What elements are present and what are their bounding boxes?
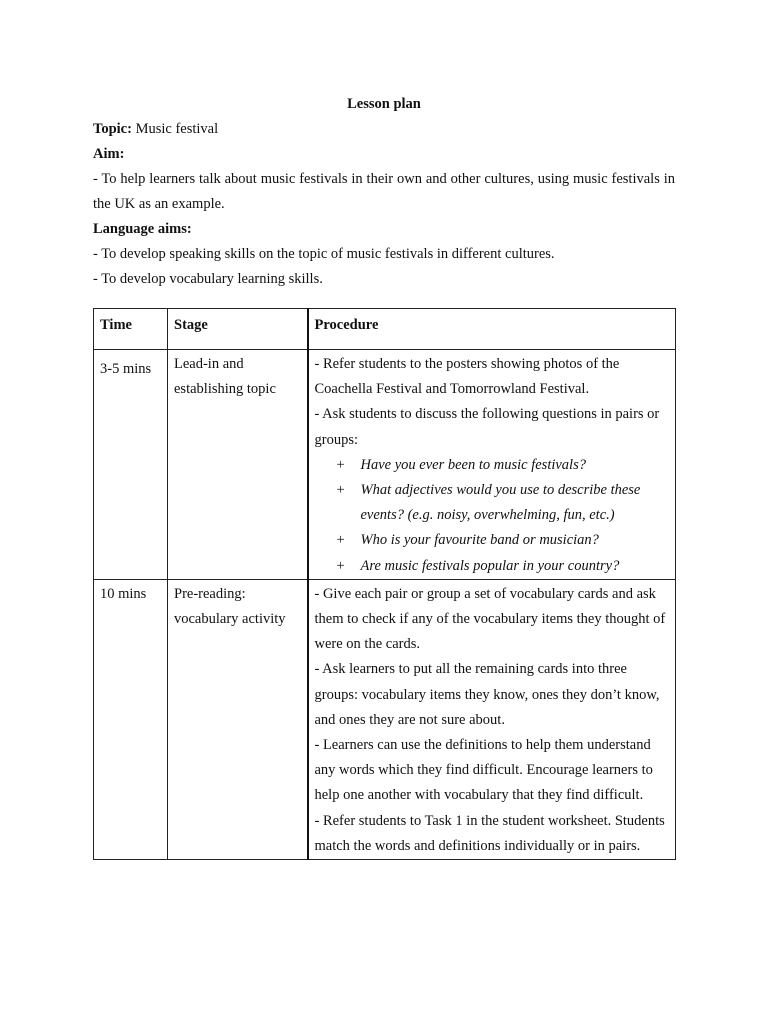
question-text: Who is your favourite band or musician?: [360, 532, 599, 549]
row-procedure: [308, 579, 676, 859]
language-aims-label: Language aims:: [93, 221, 192, 237]
aim-text: - To help learners talk about music festivals in their own and other cultures, using music festivals in the UK as an example.: [93, 171, 675, 212]
bullet-mark: +: [336, 532, 345, 549]
aim-label: Aim:: [93, 146, 125, 162]
table-row: [94, 350, 676, 580]
procedure-step: - Ask students to discuss the following questions in pairs or groups:: [314, 406, 660, 448]
lesson-plan-header: [93, 92, 675, 292]
bullet-mark: +: [336, 557, 345, 574]
question-text: Are music festivals popular in your country?: [360, 557, 620, 574]
lesson-plan-table: [93, 308, 676, 860]
topic-line: [93, 117, 675, 142]
topic-label: Topic:: [93, 121, 132, 137]
language-aim-item: - To develop vocabulary learning skills.: [93, 271, 323, 287]
table-row: [94, 579, 676, 859]
procedure-step: - Refer students to Task 1 in the student worksheet. Students match the words and definitions individually or in pairs.: [314, 812, 665, 854]
question-text: What adjectives would you use to describe these events? (e.g. noisy, overwhelming, fun, etc.): [360, 482, 641, 524]
table-header-row: [94, 309, 676, 350]
question-item: [315, 453, 670, 478]
document-title: Lesson plan: [347, 96, 421, 112]
question-item: [315, 554, 670, 579]
language-aim-item: - To develop speaking skills on the topic of music festivals in different cultures.: [93, 246, 555, 262]
header-time: Time: [94, 309, 168, 350]
discussion-questions: [315, 453, 670, 579]
row-stage: Lead-in and establishing topic: [168, 350, 308, 580]
question-item: [315, 478, 670, 528]
header-procedure: Procedure: [308, 309, 676, 350]
bullet-mark: +: [336, 482, 345, 499]
row-time: 10 mins: [94, 579, 168, 859]
bullet-mark: +: [336, 456, 345, 473]
question-text: Have you ever been to music festivals?: [360, 456, 586, 473]
header-stage: Stage: [168, 309, 308, 350]
question-item: [315, 528, 670, 553]
topic-value: Music festival: [135, 121, 219, 137]
row-procedure: [308, 350, 676, 580]
procedure-step: - Learners can use the definitions to help them understand any words which they find difficult. Encourage learners to help one another with vocabulary that they find difficult.: [314, 737, 653, 804]
procedure-step: - Refer students to the posters showing photos of the Coachella Festival and Tomorrowland Festival.: [314, 356, 620, 398]
procedure-step: - Give each pair or group a set of vocabulary cards and ask them to check if any of the vocabulary items they thought of were on the cards.: [314, 585, 666, 653]
row-stage: Pre-reading: vocabulary activity: [168, 579, 308, 859]
procedure-step: - Ask learners to put all the remaining cards into three groups: vocabulary items they know, ones they don’t know, and ones they are not sure about.: [314, 661, 660, 728]
row-time: 3-5 mins: [94, 350, 168, 580]
